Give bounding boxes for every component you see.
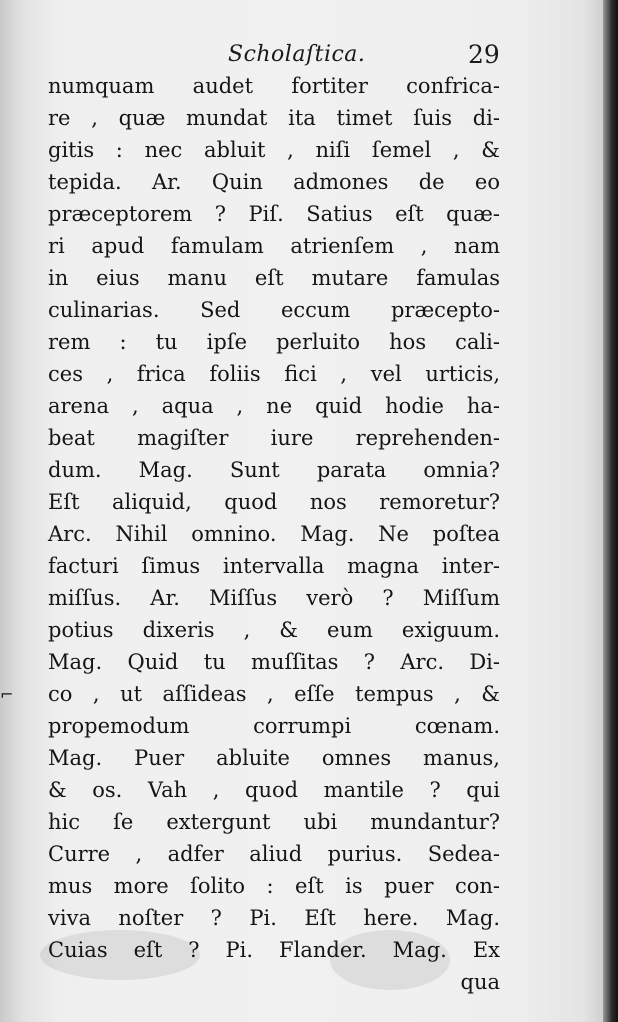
text-line: & os. Vah , quod mantile ? qui [48, 778, 500, 802]
text-line: viva noſter ? Pi. Eſt here. Mag. [48, 906, 500, 930]
text-line: Eſt aliquid, quod nos remoretur? [48, 490, 500, 514]
page-edge [603, 0, 618, 1022]
text-line: gitis : nec abluit , niſi ſemel , & [48, 138, 500, 162]
catchword: qua [460, 970, 500, 994]
text-line: co , ut aſſideas , eſſe tempus , & [48, 682, 500, 706]
text-line: culinarias. Sed eccum præcepto- [48, 298, 500, 322]
text-line: miſſus. Ar. Miſſus verò ? Miſſum [48, 586, 500, 610]
text-line: in eius manu eſt mutare famulas [48, 266, 500, 290]
text-line: præceptorem ? Piſ. Satius eſt quæ- [48, 202, 500, 226]
running-head: Scholaſtica. [228, 42, 366, 67]
text-line: propemodum corrumpi cœnam. [48, 714, 500, 738]
text-line: Mag. Quid tu muſſitas ? Arc. Di- [48, 650, 500, 674]
text-line: Mag. Puer abluite omnes manus, [48, 746, 500, 770]
text-line: Curre , adfer aliud purius. Sedea- [48, 842, 500, 866]
margin-mark: ⌐ [0, 685, 14, 704]
text-line: dum. Mag. Sunt parata omnia? [48, 458, 500, 482]
text-line: beat magiſter iure reprehenden- [48, 426, 500, 450]
text-line: ri apud famulam atrienſem , nam [48, 234, 500, 258]
text-line: potius dixeris , & eum exiguum. [48, 618, 500, 642]
text-line: Arc. Nihil omnino. Mag. Ne poſtea [48, 522, 500, 546]
text-line: numquam audet fortiter confrica- [48, 74, 500, 98]
text-line: mus more ſolito : eſt is puer con- [48, 874, 500, 898]
text-line: arena , aqua , ne quid hodie ha- [48, 394, 500, 418]
text-line: facturi ſimus intervalla magna inter- [48, 554, 500, 578]
page-number: 29 [468, 40, 500, 69]
text-line: ces , frica foliis fici , vel urticis, [48, 362, 500, 386]
text-line: rem : tu ipſe perluito hos cali- [48, 330, 500, 354]
text-line: tepida. Ar. Quin admones de eo [48, 170, 500, 194]
body-text [48, 70, 500, 998]
text-line: Cuias eſt ? Pi. Flander. Mag. Ex [48, 938, 500, 962]
text-line: re , quæ mundat ita timet ſuis di- [48, 106, 500, 130]
text-line: hic ſe extergunt ubi mundantur? [48, 810, 500, 834]
